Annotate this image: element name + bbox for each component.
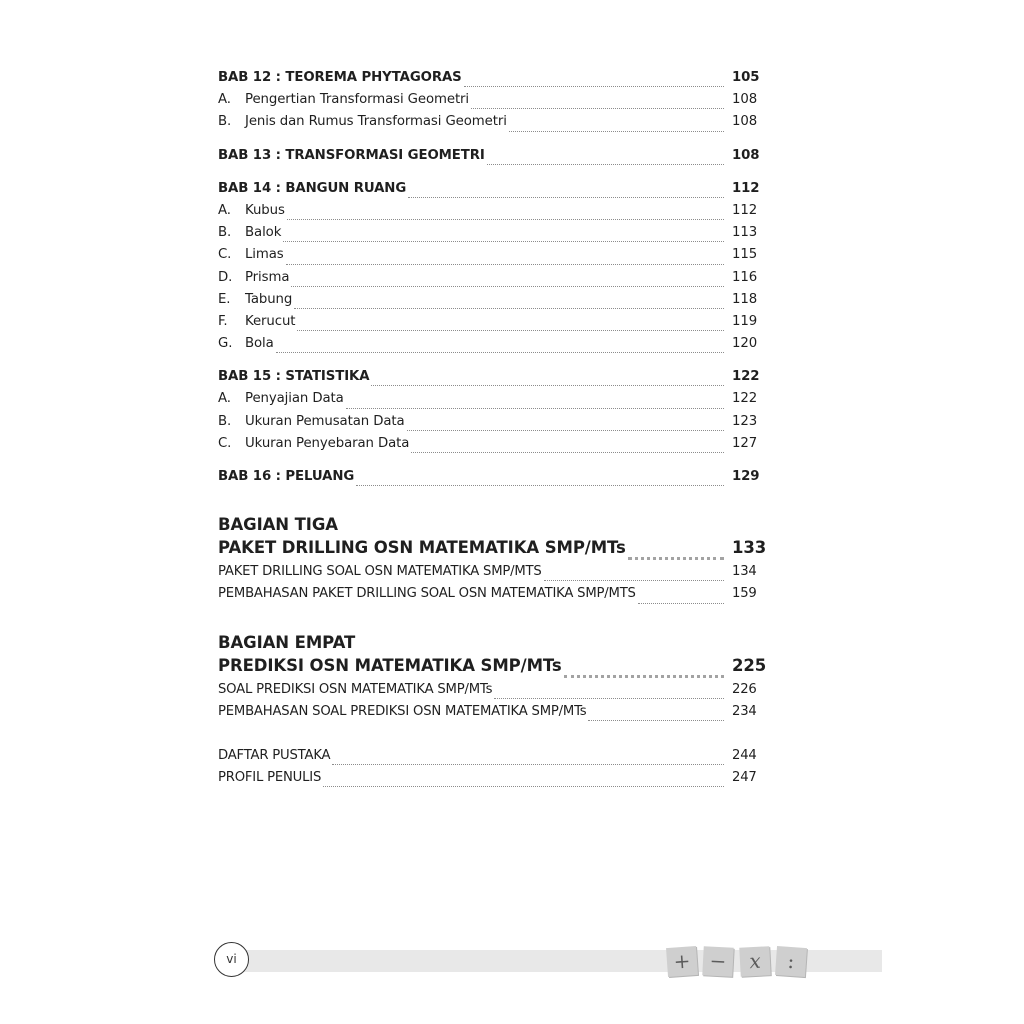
dot-leader: [487, 164, 724, 165]
item-label: Ukuran Penyebaran Data: [245, 435, 410, 451]
part-label: BAGIAN EMPAT: [218, 632, 356, 652]
page-number: 118: [732, 291, 758, 307]
item-letter: B.: [218, 225, 232, 241]
dot-leader: [471, 108, 724, 109]
item-letter: B.: [218, 413, 232, 429]
item-label: Balok: [245, 225, 282, 241]
item-label: PEMBAHASAN PAKET DRILLING SOAL OSN MATEMATIKA SMP/MTS: [218, 586, 636, 602]
toc-item-bibliography[interactable]: [218, 748, 764, 770]
dot-leader: [286, 264, 724, 265]
page-number: 134: [732, 564, 757, 580]
page-number: 133: [732, 538, 767, 558]
toc-item[interactable]: [218, 203, 764, 225]
dot-leader: [588, 720, 724, 721]
page-number: 123: [732, 413, 758, 429]
toc-chapter-16[interactable]: [218, 469, 764, 491]
dot-leader: [408, 197, 724, 198]
dot-leader: [332, 764, 724, 765]
page-number: 225: [732, 655, 767, 675]
item-label: Ukuran Pemusatan Data: [245, 413, 405, 429]
minus-icon: −: [702, 946, 733, 977]
dot-leader: [464, 86, 724, 87]
page-number: 244: [732, 747, 757, 763]
toc-item[interactable]: [218, 704, 764, 726]
toc-item[interactable]: [218, 225, 764, 247]
chapter-title: BAB 13 : TRANSFORMASI GEOMETRI: [218, 147, 485, 163]
page-number: 127: [732, 435, 758, 451]
page-number: 112: [732, 202, 758, 218]
item-letter: F.: [218, 313, 228, 329]
dot-leader: [407, 430, 724, 431]
page-footer: [214, 942, 884, 982]
toc-part-three[interactable]: [218, 538, 767, 564]
footer-page-number: vi: [214, 942, 249, 977]
item-label: PROFIL PENULIS: [218, 770, 322, 786]
item-label: Penyajian Data: [245, 391, 344, 407]
dot-leader: [346, 408, 724, 409]
item-label: Bola: [245, 336, 274, 352]
dot-leader: [297, 330, 724, 331]
item-letter: A.: [218, 391, 231, 407]
page-number: 122: [732, 369, 760, 385]
item-label: SOAL PREDIKSI OSN MATEMATIKA SMP/MTs: [218, 681, 493, 697]
page-number: 122: [732, 391, 758, 407]
chapter-title: BAB 14 : BANGUN RUANG: [218, 180, 407, 196]
dot-leader: [356, 485, 724, 486]
page-number: 108: [732, 114, 758, 130]
toc-chapter-15[interactable]: [218, 369, 764, 391]
chapter-title: BAB 12 : TEOREMA PHYTAGORAS: [218, 70, 462, 85]
dot-leader: [283, 241, 724, 242]
item-letter: E.: [218, 291, 231, 307]
page-number: 116: [732, 269, 758, 285]
toc-part-four[interactable]: [218, 655, 767, 682]
toc-item[interactable]: [218, 270, 764, 292]
page-number: 129: [732, 469, 760, 484]
item-letter: C.: [218, 435, 232, 451]
item-label: Kerucut: [245, 313, 296, 329]
plus-icon: +: [666, 946, 698, 977]
item-label: Kubus: [245, 202, 285, 218]
dot-leader: [638, 603, 724, 604]
dot-leader: [494, 698, 724, 699]
toc-item[interactable]: [218, 114, 764, 136]
section-spacer: [218, 609, 764, 629]
page-number: 159: [732, 586, 757, 602]
dot-leader: [323, 786, 724, 787]
toc-chapter-12[interactable]: [218, 70, 764, 92]
divide-icon: :: [775, 946, 807, 977]
page-number: 105: [732, 70, 760, 85]
part-title: PREDIKSI OSN MATEMATIKA SMP/MTs: [218, 655, 562, 675]
toc-item[interactable]: [218, 586, 764, 608]
item-label: Jenis dan Rumus Transformasi Geometri: [245, 114, 507, 130]
item-letter: B.: [218, 114, 232, 130]
toc-item[interactable]: [218, 391, 764, 413]
page-number: 226: [732, 681, 757, 697]
dot-leader: [509, 131, 724, 132]
toc-item[interactable]: [218, 92, 764, 114]
toc-item[interactable]: [218, 564, 764, 586]
toc-item[interactable]: [218, 314, 764, 336]
dot-leader: [294, 308, 724, 309]
toc-item[interactable]: [218, 682, 764, 704]
toc-item[interactable]: [218, 436, 764, 458]
page-number: 247: [732, 770, 757, 786]
page-number: 234: [732, 703, 757, 719]
part-title: PAKET DRILLING OSN MATEMATIKA SMP/MTs: [218, 538, 626, 558]
item-label: Pengertian Transformasi Geometri: [245, 92, 470, 108]
dot-leader: [628, 557, 724, 560]
section-spacer: [218, 726, 764, 748]
item-label: PAKET DRILLING SOAL OSN MATEMATIKA SMP/MTS: [218, 564, 542, 580]
dot-leader: [411, 452, 724, 453]
page-number: 108: [732, 147, 760, 163]
page-number: 112: [732, 180, 760, 196]
chapter-title: BAB 16 : PELUANG: [218, 469, 355, 484]
toc-chapter-13[interactable]: [218, 148, 764, 170]
item-label: Limas: [245, 247, 284, 263]
section-spacer: [218, 491, 764, 511]
page-number: 108: [732, 92, 758, 108]
toc-item[interactable]: [218, 247, 764, 269]
page-number: 120: [732, 336, 758, 352]
item-label: DAFTAR PUSTAKA: [218, 747, 331, 763]
page-number: 113: [732, 225, 758, 241]
chapter-title: BAB 15 : STATISTIKA: [218, 369, 370, 385]
table-of-contents: [218, 70, 767, 792]
toc-item-author-profile[interactable]: [218, 770, 764, 792]
dot-leader: [564, 675, 724, 678]
toc-item[interactable]: [218, 336, 764, 358]
toc-chapter-14[interactable]: [218, 181, 764, 203]
item-label: Tabung: [245, 291, 293, 307]
page-number: 115: [732, 247, 758, 263]
item-letter: C.: [218, 247, 232, 263]
page-number: 119: [732, 313, 758, 329]
item-letter: G.: [218, 336, 233, 352]
item-letter: A.: [218, 202, 231, 218]
item-letter: D.: [218, 269, 233, 285]
dot-leader: [544, 580, 724, 581]
times-icon: x: [739, 946, 770, 977]
dot-leader: [291, 286, 724, 287]
item-letter: A.: [218, 92, 231, 108]
item-label: Prisma: [245, 269, 290, 285]
part-label: BAGIAN TIGA: [218, 515, 338, 535]
dot-leader: [276, 352, 724, 353]
dot-leader: [287, 219, 724, 220]
dot-leader: [371, 385, 724, 386]
toc-item[interactable]: [218, 292, 764, 314]
toc-item[interactable]: [218, 414, 764, 436]
item-label: PEMBAHASAN SOAL PREDIKSI OSN MATEMATIKA SMP/MTs: [218, 703, 587, 719]
